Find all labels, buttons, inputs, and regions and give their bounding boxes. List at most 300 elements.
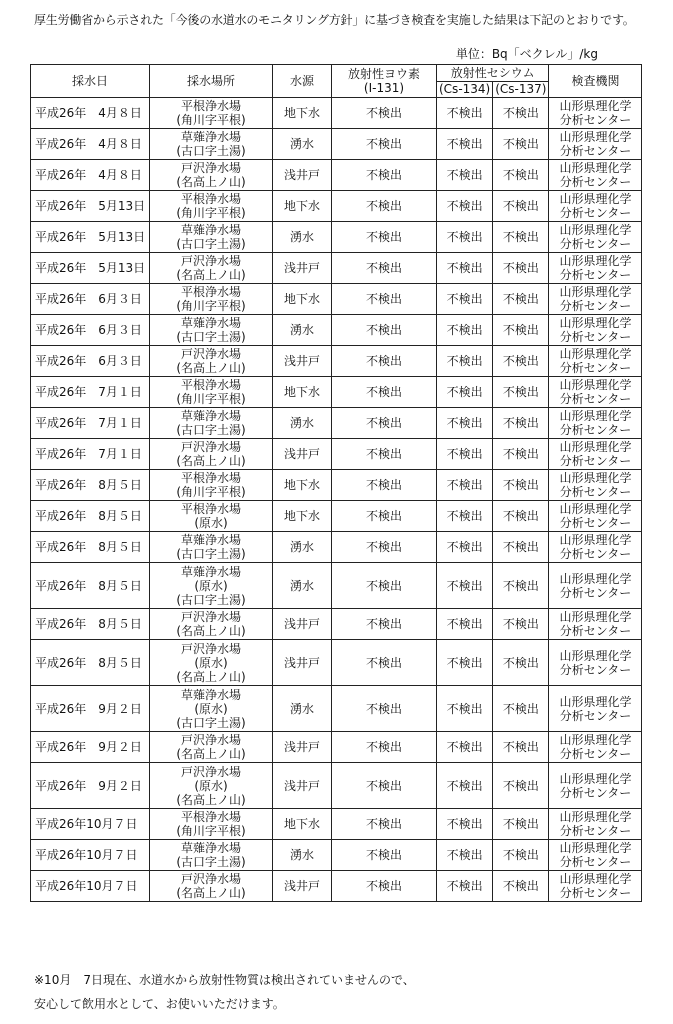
cell-iodine: 不検出 [332, 470, 437, 501]
site-line: (角川字平根) [176, 113, 246, 127]
site-line: 戸沢浄水場 [180, 440, 241, 454]
table-row [31, 763, 642, 809]
cell-iodine: 不検出 [332, 160, 437, 191]
site-line: (名高上ノ山) [176, 624, 246, 638]
site-line: 平根浄水場 [180, 285, 241, 299]
cell-source: 地下水 [273, 284, 332, 315]
cell-agency [549, 470, 642, 501]
agency-line: 山形県理化学 [559, 502, 632, 516]
cell-date: 平成26年 5月13日 [31, 222, 150, 253]
cell-date: 平成26年 9月２日 [31, 732, 150, 763]
agency-line: 山形県理化学 [559, 440, 632, 454]
cell-cs134: 不検出 [437, 809, 493, 840]
cell-cs134: 不検出 [437, 532, 493, 563]
cell-cs134: 不検出 [437, 686, 493, 732]
header-source: 水源 [273, 65, 332, 98]
cell-site [150, 686, 273, 732]
cell-source: 湧水 [273, 222, 332, 253]
cell-site [150, 732, 273, 763]
cell-cs134: 不検出 [437, 439, 493, 470]
cell-cs134: 不検出 [437, 98, 493, 129]
cell-agency [549, 377, 642, 408]
cell-site [150, 501, 273, 532]
cell-cs134: 不検出 [437, 377, 493, 408]
cell-date: 平成26年 4月８日 [31, 160, 150, 191]
table-row [31, 470, 642, 501]
intro-text: 厚生労働省から示された「今後の水道水のモニタリング方針」に基づき検査を実施した結果は下記のとおりです。 [34, 13, 635, 27]
site-line: 草薙浄水場 [180, 564, 241, 579]
table-row [31, 129, 642, 160]
cell-iodine: 不検出 [332, 98, 437, 129]
agency-line: 分析センター [559, 175, 632, 189]
table-row [31, 532, 642, 563]
header-cs137: (Cs-137) [493, 81, 549, 98]
cell-date: 平成26年 9月２日 [31, 763, 150, 809]
cell-cs137: 不検出 [493, 439, 549, 470]
cell-source: 浅井戸 [273, 439, 332, 470]
cell-agency [549, 160, 642, 191]
cell-cs134: 不検出 [437, 315, 493, 346]
footnote-line: 安心して飲用水として、お使いいただけます。 [34, 997, 285, 1011]
cell-date: 平成26年10月７日 [31, 871, 150, 902]
cell-iodine: 不検出 [332, 871, 437, 902]
cell-cs134: 不検出 [437, 732, 493, 763]
cell-site [150, 222, 273, 253]
cell-iodine: 不検出 [332, 686, 437, 732]
cell-date: 平成26年 8月５日 [31, 609, 150, 640]
cell-iodine: 不検出 [332, 191, 437, 222]
cell-cs134: 不検出 [437, 840, 493, 871]
cell-date: 平成26年 6月３日 [31, 315, 150, 346]
cell-source: 浅井戸 [273, 346, 332, 377]
site-line: 草薙浄水場 [180, 130, 241, 144]
cell-cs137: 不検出 [493, 129, 549, 160]
cell-cs134: 不検出 [437, 871, 493, 902]
agency-line: 分析センター [559, 268, 632, 282]
table-row [31, 222, 642, 253]
table-row [31, 284, 642, 315]
cell-cs137: 不検出 [493, 532, 549, 563]
agency-line: 分析センター [559, 547, 632, 561]
cell-source: 浅井戸 [273, 640, 332, 686]
cell-source: 湧水 [273, 315, 332, 346]
cell-cs137: 不検出 [493, 408, 549, 439]
header-iodine [332, 65, 437, 98]
cell-agency [549, 609, 642, 640]
table-row [31, 315, 642, 346]
agency-line: 分析センター [559, 423, 632, 437]
cell-cs134: 不検出 [437, 284, 493, 315]
cell-date: 平成26年 5月13日 [31, 191, 150, 222]
unit-label: 単位：Bq「ベクレル」/kg [455, 47, 598, 61]
site-line: (原水) [194, 778, 228, 793]
cell-iodine: 不検出 [332, 640, 437, 686]
cell-agency [549, 871, 642, 902]
agency-line: 山形県理化学 [559, 409, 632, 423]
header-agency: 検査機関 [549, 65, 642, 98]
agency-line: 山形県理化学 [559, 810, 632, 824]
cell-site [150, 377, 273, 408]
cell-date: 平成26年 4月８日 [31, 98, 150, 129]
agency-line: 分析センター [559, 747, 632, 761]
cell-agency [549, 346, 642, 377]
cell-site [150, 439, 273, 470]
agency-line: 山形県理化学 [559, 223, 632, 237]
cell-cs137: 不検出 [493, 640, 549, 686]
table-row [31, 98, 642, 129]
cell-iodine: 不検出 [332, 408, 437, 439]
agency-line: 山形県理化学 [559, 694, 632, 709]
cell-agency [549, 129, 642, 160]
site-line: (古口字土湯) [176, 715, 246, 730]
site-line: (名高上ノ山) [176, 175, 246, 189]
cell-date: 平成26年 4月８日 [31, 129, 150, 160]
agency-line: 山形県理化学 [559, 733, 632, 747]
cell-cs137: 不検出 [493, 222, 549, 253]
agency-line: 分析センター [559, 144, 632, 158]
cell-site [150, 346, 273, 377]
cell-cs134: 不検出 [437, 160, 493, 191]
cell-agency [549, 732, 642, 763]
cell-cs137: 不検出 [493, 346, 549, 377]
cell-agency [549, 763, 642, 809]
agency-line: 山形県理化学 [559, 471, 632, 485]
site-line: 戸沢浄水場 [180, 733, 241, 747]
cell-source: 湧水 [273, 532, 332, 563]
cell-source: 地下水 [273, 191, 332, 222]
site-line: 戸沢浄水場 [180, 610, 241, 624]
site-line: 戸沢浄水場 [180, 872, 241, 886]
cell-date: 平成26年 7月１日 [31, 377, 150, 408]
site-line: (角川字平根) [176, 824, 246, 838]
agency-line: 山形県理化学 [559, 571, 632, 586]
site-line: 草薙浄水場 [180, 409, 241, 423]
cell-cs134: 不検出 [437, 640, 493, 686]
cell-cs134: 不検出 [437, 129, 493, 160]
site-line: 平根浄水場 [180, 471, 241, 485]
cell-source: 地下水 [273, 470, 332, 501]
table-row [31, 686, 642, 732]
cell-iodine: 不検出 [332, 809, 437, 840]
site-line: 平根浄水場 [180, 99, 241, 113]
cell-source: 浅井戸 [273, 871, 332, 902]
site-line: 草薙浄水場 [180, 841, 241, 855]
cell-date: 平成26年 8月５日 [31, 532, 150, 563]
cell-date: 平成26年10月７日 [31, 809, 150, 840]
cell-date: 平成26年 5月13日 [31, 253, 150, 284]
cell-source: 浅井戸 [273, 160, 332, 191]
cell-site [150, 284, 273, 315]
cell-iodine: 不検出 [332, 563, 437, 609]
cell-source: 地下水 [273, 377, 332, 408]
cell-site [150, 160, 273, 191]
cell-source: 浅井戸 [273, 763, 332, 809]
site-line: 戸沢浄水場 [180, 641, 241, 656]
site-line: (古口字土湯) [176, 547, 246, 561]
cell-agency [549, 809, 642, 840]
header-cs134: (Cs-134) [437, 81, 493, 98]
agency-line: 山形県理化学 [559, 254, 632, 268]
agency-line: 山形県理化学 [559, 99, 632, 113]
site-line: (名高上ノ山) [176, 669, 246, 684]
cell-date: 平成26年 8月５日 [31, 563, 150, 609]
cell-source: 湧水 [273, 686, 332, 732]
agency-line: 分析センター [559, 855, 632, 869]
agency-line: 分析センター [559, 708, 632, 723]
cell-agency [549, 640, 642, 686]
cell-cs134: 不検出 [437, 253, 493, 284]
cell-cs134: 不検出 [437, 222, 493, 253]
agency-line: 分析センター [559, 785, 632, 800]
cell-iodine: 不検出 [332, 284, 437, 315]
cell-iodine: 不検出 [332, 129, 437, 160]
cell-source: 地下水 [273, 98, 332, 129]
table-row [31, 609, 642, 640]
cell-cs134: 不検出 [437, 563, 493, 609]
site-line: (原水) [194, 655, 228, 670]
agency-line: 山形県理化学 [559, 872, 632, 886]
table-row [31, 732, 642, 763]
cell-cs134: 不検出 [437, 501, 493, 532]
agency-line: 山形県理化学 [559, 841, 632, 855]
cell-source: 湧水 [273, 840, 332, 871]
cell-site [150, 98, 273, 129]
site-line: 平根浄水場 [180, 378, 241, 392]
cell-cs137: 不検出 [493, 284, 549, 315]
cell-agency [549, 222, 642, 253]
cell-cs137: 不検出 [493, 253, 549, 284]
cell-site [150, 563, 273, 609]
site-line: (古口字土湯) [176, 330, 246, 344]
site-line: 草薙浄水場 [180, 223, 241, 237]
cell-iodine: 不検出 [332, 439, 437, 470]
cell-iodine: 不検出 [332, 763, 437, 809]
cell-iodine: 不検出 [332, 840, 437, 871]
cell-cs134: 不検出 [437, 191, 493, 222]
agency-line: 分析センター [559, 886, 632, 900]
site-line: (角川字平根) [176, 485, 246, 499]
header-date: 採水日 [31, 65, 150, 98]
cell-iodine: 不検出 [332, 315, 437, 346]
results-table [30, 64, 642, 902]
cell-date: 平成26年 7月１日 [31, 439, 150, 470]
site-line: (古口字土湯) [176, 855, 246, 869]
cell-cs134: 不検出 [437, 609, 493, 640]
cell-cs137: 不検出 [493, 98, 549, 129]
cell-source: 地下水 [273, 501, 332, 532]
cell-date: 平成26年 6月３日 [31, 284, 150, 315]
footnote-line: ※10月 7日現在、水道水から放射性物質は検出されていませんので、 [34, 973, 415, 987]
table-row [31, 191, 642, 222]
results-body [31, 98, 642, 902]
site-line: (原水) [194, 516, 228, 530]
cell-cs137: 不検出 [493, 377, 549, 408]
site-line: (原水) [194, 701, 228, 716]
agency-line: 山形県理化学 [559, 161, 632, 175]
cell-source: 浅井戸 [273, 609, 332, 640]
table-row [31, 501, 642, 532]
cell-source: 湧水 [273, 129, 332, 160]
site-line: (名高上ノ山) [176, 361, 246, 375]
agency-line: 分析センター [559, 237, 632, 251]
agency-line: 山形県理化学 [559, 347, 632, 361]
cell-site [150, 532, 273, 563]
table-row [31, 871, 642, 902]
site-line: (角川字平根) [176, 206, 246, 220]
site-line: (角川字平根) [176, 392, 246, 406]
cell-source: 湧水 [273, 563, 332, 609]
cell-agency [549, 840, 642, 871]
cell-site [150, 609, 273, 640]
cell-iodine: 不検出 [332, 501, 437, 532]
cell-agency [549, 501, 642, 532]
cell-site [150, 315, 273, 346]
table-row [31, 809, 642, 840]
cell-agency [549, 439, 642, 470]
agency-line: 分析センター [559, 624, 632, 638]
cell-cs137: 不検出 [493, 563, 549, 609]
cell-site [150, 408, 273, 439]
site-line: (古口字土湯) [176, 237, 246, 251]
agency-line: 分析センター [559, 824, 632, 838]
agency-line: 山形県理化学 [559, 771, 632, 786]
site-line: 戸沢浄水場 [180, 254, 241, 268]
cell-agency [549, 315, 642, 346]
cell-date: 平成26年 8月５日 [31, 501, 150, 532]
table-row [31, 563, 642, 609]
header-cesium: 放射性セシウム [437, 65, 549, 82]
agency-line: 山形県理化学 [559, 130, 632, 144]
agency-line: 分析センター [559, 330, 632, 344]
cell-site [150, 253, 273, 284]
cell-source: 浅井戸 [273, 253, 332, 284]
header-iodine-code: (Ⅰ-131) [363, 81, 405, 95]
cell-site [150, 763, 273, 809]
cell-date: 平成26年 6月３日 [31, 346, 150, 377]
cell-cs137: 不検出 [493, 840, 549, 871]
cell-agency [549, 284, 642, 315]
cell-agency [549, 686, 642, 732]
cell-date: 平成26年 7月１日 [31, 408, 150, 439]
header-site: 採水場所 [150, 65, 273, 98]
site-line: 平根浄水場 [180, 810, 241, 824]
site-line: 戸沢浄水場 [180, 764, 241, 779]
site-line: 草薙浄水場 [180, 316, 241, 330]
agency-line: 分析センター [559, 299, 632, 313]
cell-cs134: 不検出 [437, 470, 493, 501]
cell-source: 浅井戸 [273, 732, 332, 763]
agency-line: 山形県理化学 [559, 316, 632, 330]
site-line: 戸沢浄水場 [180, 347, 241, 361]
cell-cs134: 不検出 [437, 408, 493, 439]
site-line: (名高上ノ山) [176, 792, 246, 807]
site-line: (名高上ノ山) [176, 886, 246, 900]
agency-line: 山形県理化学 [559, 285, 632, 299]
cell-site [150, 640, 273, 686]
cell-cs137: 不検出 [493, 809, 549, 840]
cell-cs137: 不検出 [493, 191, 549, 222]
cell-date: 平成26年10月７日 [31, 840, 150, 871]
cell-cs137: 不検出 [493, 315, 549, 346]
cell-agency [549, 563, 642, 609]
cell-site [150, 871, 273, 902]
cell-iodine: 不検出 [332, 222, 437, 253]
agency-line: 分析センター [559, 485, 632, 499]
cell-cs137: 不検出 [493, 732, 549, 763]
cell-site [150, 809, 273, 840]
agency-line: 分析センター [559, 585, 632, 600]
cell-source: 地下水 [273, 809, 332, 840]
agency-line: 山形県理化学 [559, 533, 632, 547]
cell-iodine: 不検出 [332, 732, 437, 763]
site-line: (古口字土湯) [176, 144, 246, 158]
cell-agency [549, 98, 642, 129]
agency-line: 分析センター [559, 361, 632, 375]
cell-iodine: 不検出 [332, 377, 437, 408]
cell-iodine: 不検出 [332, 532, 437, 563]
cell-agency [549, 532, 642, 563]
header-iodine-name: 放射性ヨウ素 [347, 67, 420, 81]
table-row [31, 840, 642, 871]
agency-line: 山形県理化学 [559, 378, 632, 392]
site-line: (名高上ノ山) [176, 268, 246, 282]
cell-cs137: 不検出 [493, 871, 549, 902]
cell-cs134: 不検出 [437, 346, 493, 377]
table-row [31, 377, 642, 408]
site-line: 草薙浄水場 [180, 687, 241, 702]
cell-agency [549, 253, 642, 284]
site-line: (角川字平根) [176, 299, 246, 313]
cell-iodine: 不検出 [332, 346, 437, 377]
table-row [31, 640, 642, 686]
agency-line: 山形県理化学 [559, 648, 632, 663]
table-row [31, 346, 642, 377]
table-row [31, 253, 642, 284]
site-line: (古口字土湯) [176, 592, 246, 607]
site-line: (名高上ノ山) [176, 454, 246, 468]
cell-cs137: 不検出 [493, 609, 549, 640]
site-line: (名高上ノ山) [176, 747, 246, 761]
agency-line: 分析センター [559, 206, 632, 220]
cell-cs137: 不検出 [493, 763, 549, 809]
cell-site [150, 191, 273, 222]
cell-cs137: 不検出 [493, 686, 549, 732]
cell-cs137: 不検出 [493, 160, 549, 191]
cell-agency [549, 408, 642, 439]
agency-line: 山形県理化学 [559, 192, 632, 206]
cell-iodine: 不検出 [332, 253, 437, 284]
cell-iodine: 不検出 [332, 609, 437, 640]
cell-site [150, 840, 273, 871]
site-line: 戸沢浄水場 [180, 161, 241, 175]
footnote [34, 968, 415, 1016]
agency-line: 分析センター [559, 516, 632, 530]
agency-line: 分析センター [559, 454, 632, 468]
site-line: (古口字土湯) [176, 423, 246, 437]
cell-cs137: 不検出 [493, 501, 549, 532]
cell-site [150, 470, 273, 501]
cell-source: 湧水 [273, 408, 332, 439]
cell-cs137: 不検出 [493, 470, 549, 501]
site-line: 草薙浄水場 [180, 533, 241, 547]
site-line: 平根浄水場 [180, 502, 241, 516]
table-row [31, 439, 642, 470]
cell-date: 平成26年 8月５日 [31, 470, 150, 501]
cell-date: 平成26年 9月２日 [31, 686, 150, 732]
agency-line: 分析センター [559, 392, 632, 406]
site-line: (原水) [194, 578, 228, 593]
cell-site [150, 129, 273, 160]
